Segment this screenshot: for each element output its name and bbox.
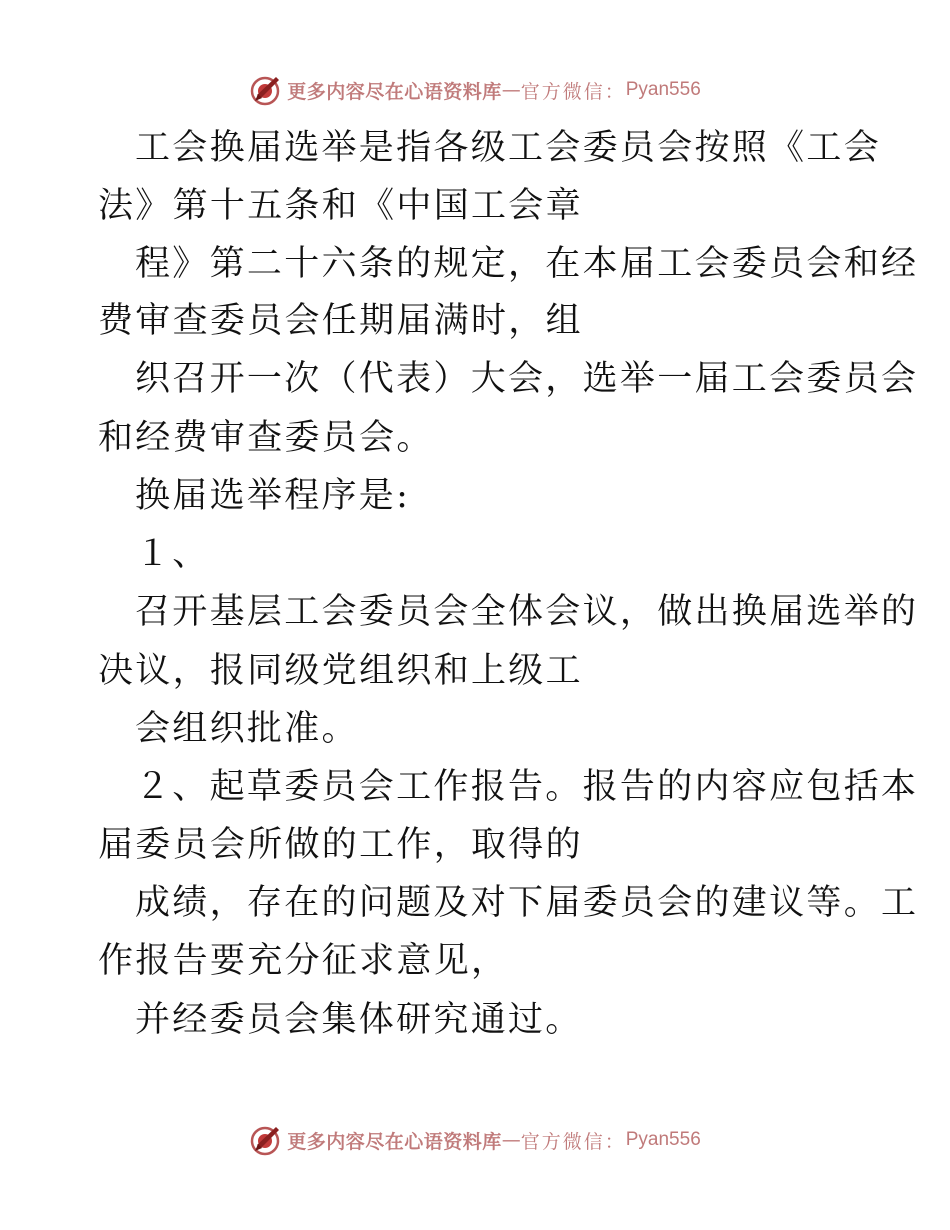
- body-line: 届委员会所做的工作，取得的: [98, 825, 583, 865]
- body-line: 召开基层工会委员会全体会议，做出换届选举的: [135, 592, 919, 632]
- body-line: 换届选举程序是:: [135, 476, 411, 516]
- body-line: 织召开一次（代表）大会，选举一届工会委员会: [135, 359, 919, 399]
- body-line: 法》第十五条和《中国工会章: [98, 186, 583, 226]
- header-wechat-label: 官方微信：: [520, 80, 626, 103]
- header-wechat-id: Pyan556: [625, 79, 701, 100]
- quill-logo-icon: [249, 73, 283, 107]
- body-line: 并经委员会集体研究通过。: [135, 1000, 583, 1040]
- header-brand-text: 更多内容尽在心语资料库: [287, 80, 502, 103]
- body-line: 会组织批准。: [135, 709, 359, 749]
- header-banner: [0, 70, 950, 110]
- body-line: 决议，报同级党组织和上级工: [98, 651, 583, 691]
- footer-wechat-label: 官方微信：: [520, 1130, 626, 1153]
- body-line: 和经费审查委员会。: [98, 418, 434, 458]
- footer-wechat-id: Pyan556: [625, 1129, 701, 1150]
- footer-dash: —: [501, 1129, 521, 1151]
- body-line: 程》第二十六条的规定，在本届工会委员会和经: [135, 244, 919, 284]
- body-line: 成绩，存在的问题及对下届委员会的建议等。工: [135, 883, 919, 923]
- quill-logo-icon: [249, 1123, 283, 1157]
- body-line: 工会换届选举是指各级工会委员会按照《工会: [135, 128, 882, 168]
- body-line: 费审查委员会任期届满时，组: [98, 301, 583, 341]
- body-line: 作报告要充分征求意见，: [98, 941, 509, 981]
- body-line: ２、起草委员会工作报告。报告的内容应包括本: [135, 767, 919, 807]
- footer-brand-text: 更多内容尽在心语资料库: [287, 1130, 502, 1153]
- body-line: １、: [135, 534, 210, 574]
- footer-banner: [0, 1120, 950, 1160]
- header-dash: —: [501, 79, 521, 101]
